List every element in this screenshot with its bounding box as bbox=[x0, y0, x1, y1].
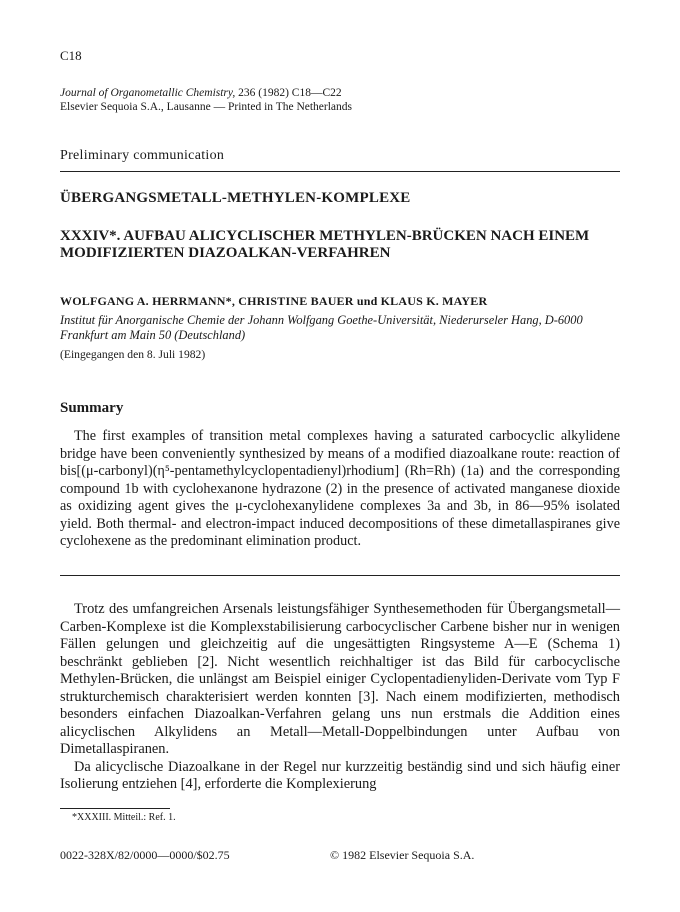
received-date: (Eingegangen den 8. Juli 1982) bbox=[60, 348, 206, 361]
affiliation: Institut für Anorganische Chemie der Johann Wolfgang Goethe-Universität, Niederurseler Hang, D-6000 Frankfurt am Main 50 (Deutschland) bbox=[60, 313, 583, 342]
title-main: ÜBERGANGSMETALL-METHYLEN-KOMPLEXE bbox=[60, 190, 411, 206]
section-label: Preliminary communication bbox=[60, 148, 225, 163]
copyright: © 1982 Elsevier Sequoia S.A. bbox=[330, 848, 475, 862]
summary-rule bbox=[60, 575, 620, 576]
body-paragraph-1: Trotz des umfangreichen Arsenals leistungsfähiger Synthesemethoden für Übergangsmetall—Carben-Komplexe ist die Komplexstabilisierung carbocyclischer Carbene bisher nur in wenigen Fällen gelungen und gleichzeitig auf die ungesättigten Ringsysteme A—E (Schema 1) beschränkt geblieben [2]. Nicht wesentlich reichhaltiger ist das Bild für carbocyclische Methylen-Brücken, die unlängst am Beispiel einiger Cyclopentadienyliden-Derivate vom Typ F strukturchemisch charakterisiert werden konnten [3]. Nach einem modifizierten, methodisch besonders einfachen Diazoalkan-Verfahren gelang uns nun erstmals die Addition eines alicyclischen Alkylidens an Metall—Metall-Doppelbindungen unter Aufbau von Dimetallaspiranen. bbox=[60, 601, 620, 757]
page-number: C18 bbox=[60, 48, 82, 63]
footnote-rule bbox=[60, 808, 170, 809]
header-rule bbox=[60, 171, 620, 172]
publisher-line: Elsevier Sequoia S.A., Lausanne — Printed in The Netherlands bbox=[60, 101, 353, 113]
summary-heading: Summary bbox=[60, 400, 124, 416]
main-text bbox=[60, 601, 620, 794]
summary-paragraph: The first examples of transition metal complexes having a saturated carbocyclic alkylidene bridge have been conveniently synthesized by means of a modified diazoalkane route: reaction of bis[(μ-carbonyl)(η⁵-pentamethylcyclopentadienyl)rhodium] (Rh=Rh) (1a) and the corresponding compound 1b with cyclohexanone hydrazone (2) in the presence of activated manganese dioxide as oxidizing agent gives the μ-cyclohexanylidene complexes 3a and 3b, in 86—95% isolated yield. Both thermal- and electron-impact induced decompositions of these dimetallaspiranes give cyclohexene as the predominant elimination product. bbox=[60, 428, 620, 549]
body-paragraph-2: Da alicyclische Diazoalkane in der Regel nur kurzzeitig beständig sind und sich häufig einer Isolierung entziehen [4], erforderte die Komplexierung bbox=[60, 758, 620, 792]
issn-price: 0022-328X/82/0000—0000/$02.75 bbox=[60, 848, 230, 862]
journal-name: Journal of Organometallic Chemistry, bbox=[60, 87, 236, 99]
summary-text bbox=[60, 428, 620, 551]
title-subtitle: XXXIV*. AUFBAU ALICYCLISCHER METHYLEN-BRÜCKEN NACH EINEM MODIFIZIERTEN DIAZOALKAN-VERFAHREN bbox=[60, 228, 590, 261]
journal-volume-pages: 236 (1982) C18—C22 bbox=[235, 87, 342, 99]
journal-citation-line bbox=[60, 86, 352, 100]
footnote: *XXXIII. Mitteil.: Ref. 1. bbox=[72, 812, 176, 823]
journal-citation bbox=[60, 86, 352, 114]
bottom-line bbox=[60, 848, 620, 863]
authors: WOLFGANG A. HERRMANN*, CHRISTINE BAUER und KLAUS K. MAYER bbox=[60, 294, 488, 308]
